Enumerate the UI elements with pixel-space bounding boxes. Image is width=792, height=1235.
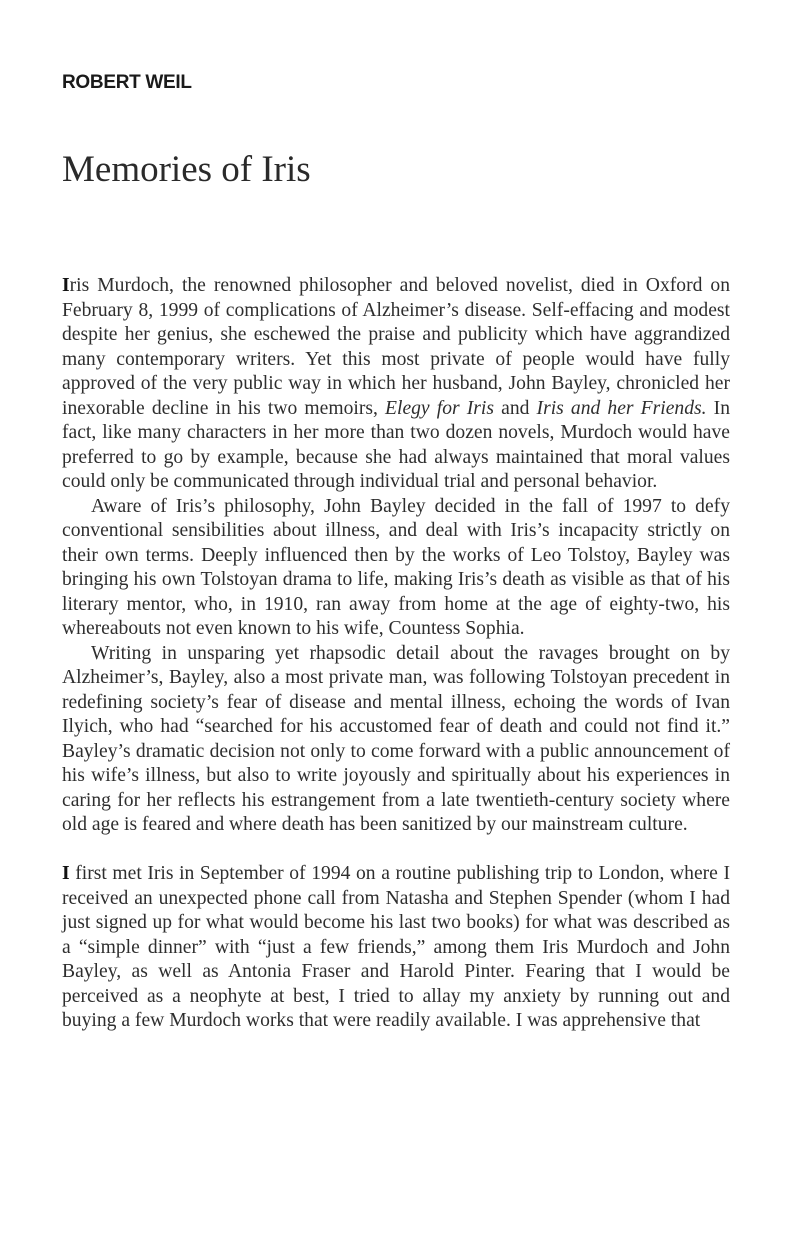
paragraph-text: ris Murdoch, the renowned philosopher and beloved novelist, died in Oxford on February 8, 1999 of complications of Alzheimer’s disease. Self-effacing and modest despite her genius, she eschewed the praise and publicity which have aggrandized many contemporary writers. Yet this most private of people would have fully approved of the very public way in which her husband, John Bayley, chronicled her inexorable decline in his two memoirs,	[62, 275, 730, 419]
paragraph-text: In fact, like many characters in her more than two dozen novels, Murdoch would have preferred to go by example, because she had always maintained that moral values could only be communicated through individual trial and personal behavior.	[62, 397, 730, 492]
article-body	[62, 274, 730, 1034]
paragraph-text: and	[493, 397, 537, 419]
lead-initial: I	[62, 863, 70, 884]
author-name: ROBERT WEIL	[62, 72, 192, 93]
paragraph-text: first met Iris in September of 1994 on a routine publishing trip to London, where I received an unexpected phone call from Natasha and Stephen Spender (whom I had just signed up for what would become his last two books) for what was described as a “simple dinner” with “just a few friends,” among them Iris Murdoch and John Bayley, as well as Antonia Fraser and Harold Pinter. Fearing that I would be perceived as a neophyte at best, I tried to allay my anxiety by running out and buying a few Murdoch works that were readily available. I was apprehensive that	[62, 863, 730, 1031]
book-title-elegy: Elegy for Iris	[385, 397, 494, 419]
paragraph-1	[62, 274, 730, 495]
paragraph-3: Writing in unsparing yet rhapsodic detail about the ravages brought on by Alzheimer’s, Bayley, also a most private man, was following Tolstoyan precedent in redefining society’s fear of disease and mental illness, echoing the words of Ivan Ilyich, who had “searched for his accustomed fear of death and could not find it.” Bayley’s dramatic decision not only to come forward with a public announcement of his wife’s illness, but also to write joyously and spiritually about his experiences in caring for her reflects his estrangement from a late twentieth-century society where old age is feared and where death has been sanitized by our mainstream culture.	[62, 642, 730, 835]
book-title-iris-friends: Iris and her Friends.	[536, 397, 707, 419]
article-title: Memories of Iris	[62, 149, 311, 190]
lead-initial: I	[62, 275, 70, 296]
paragraph-2: Aware of Iris’s philosophy, John Bayley decided in the fall of 1997 to defy conventional sensibilities about illness, and deal with Iris’s incapacity strictly on their own terms. Deeply influenced then by the works of Leo Tolstoy, Bayley was bringing his own Tolstoyan drama to life, making Iris’s death as visible as that of his literary mentor, who, in 1910, ran away from home at the age of eighty-two, his whereabouts not even known to his wife, Countess Sophia.	[62, 495, 730, 639]
paragraph-4	[62, 862, 730, 1034]
